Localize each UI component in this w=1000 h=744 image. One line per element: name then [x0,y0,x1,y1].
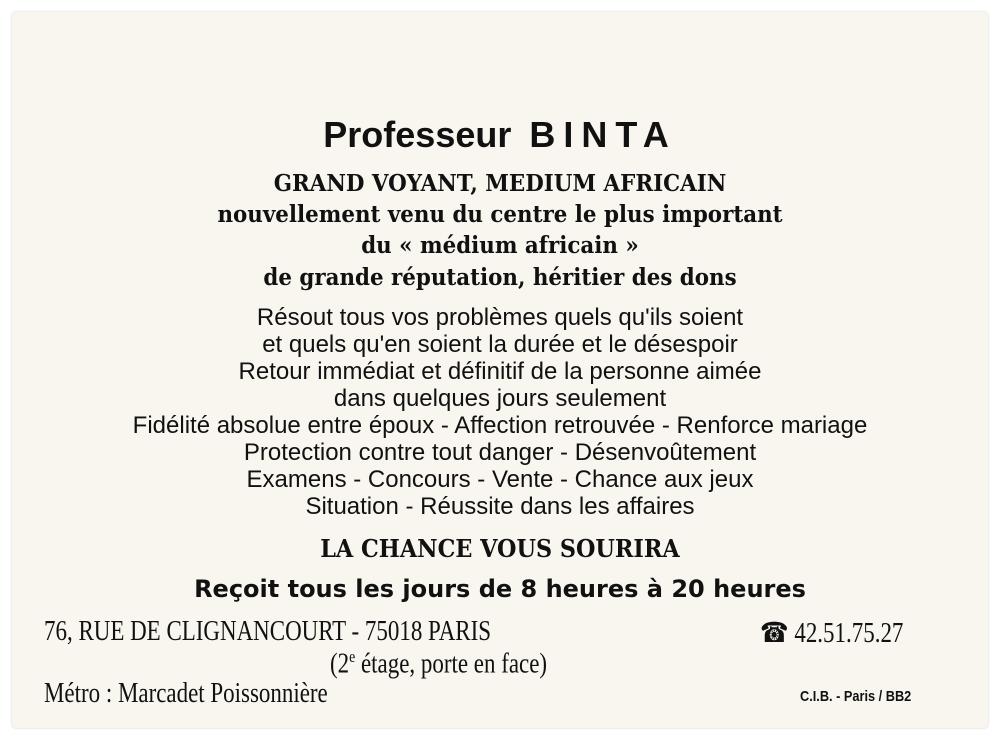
floor-rest: étage, porte en face) [355,648,548,680]
headline-line: GRAND VOYANT, MEDIUM AFRICAIN [273,170,727,197]
service-line: dans quelques jours seulement [333,385,667,412]
slogan: LA CHANCE VOUS SOURIRA [320,534,680,563]
card-title [0,114,1000,156]
telephone-icon: ☎ [760,618,789,649]
metro-station: Métro : Marcadet Poissonnière [44,678,328,709]
opening-hours: Reçoit tous les jours de 8 heures à 20 heures [194,575,806,603]
printer-credit: C.I.B. - Paris / BB2 [800,688,912,705]
floor-sup: e [349,647,356,666]
title-prefix: Professeur [323,114,512,155]
service-line: et quels qu'en soient la durée et le désespoir [262,331,738,358]
address: 76, RUE DE CLIGNANCOURT - 75018 PARIS [44,616,492,647]
headline-line: du « médium africain » [361,232,639,259]
phone-block [760,616,903,650]
floor-info [330,647,547,680]
headline-line: nouvellement venu du centre le plus important [217,201,783,228]
service-line: Examens - Concours - Vente - Chance aux jeux [246,466,754,493]
phone-number: 42.51.75.27 [794,618,904,649]
floor-num: (2 [330,648,350,680]
service-line: Fidélité absolue entre époux - Affection retrouvée - Renforce mariage [132,412,868,439]
service-line: Protection contre tout danger - Désenvoûtement [243,439,757,466]
headline-line: de grande réputation, héritier des dons [263,264,737,291]
service-line: Situation - Réussite dans les affaires [305,493,695,520]
service-line: Retour immédiat et définitif de la personne aimée [238,358,762,385]
service-line: Résout tous vos problèmes quels qu'ils soient [256,304,744,331]
title-name: BINTA [529,114,677,155]
